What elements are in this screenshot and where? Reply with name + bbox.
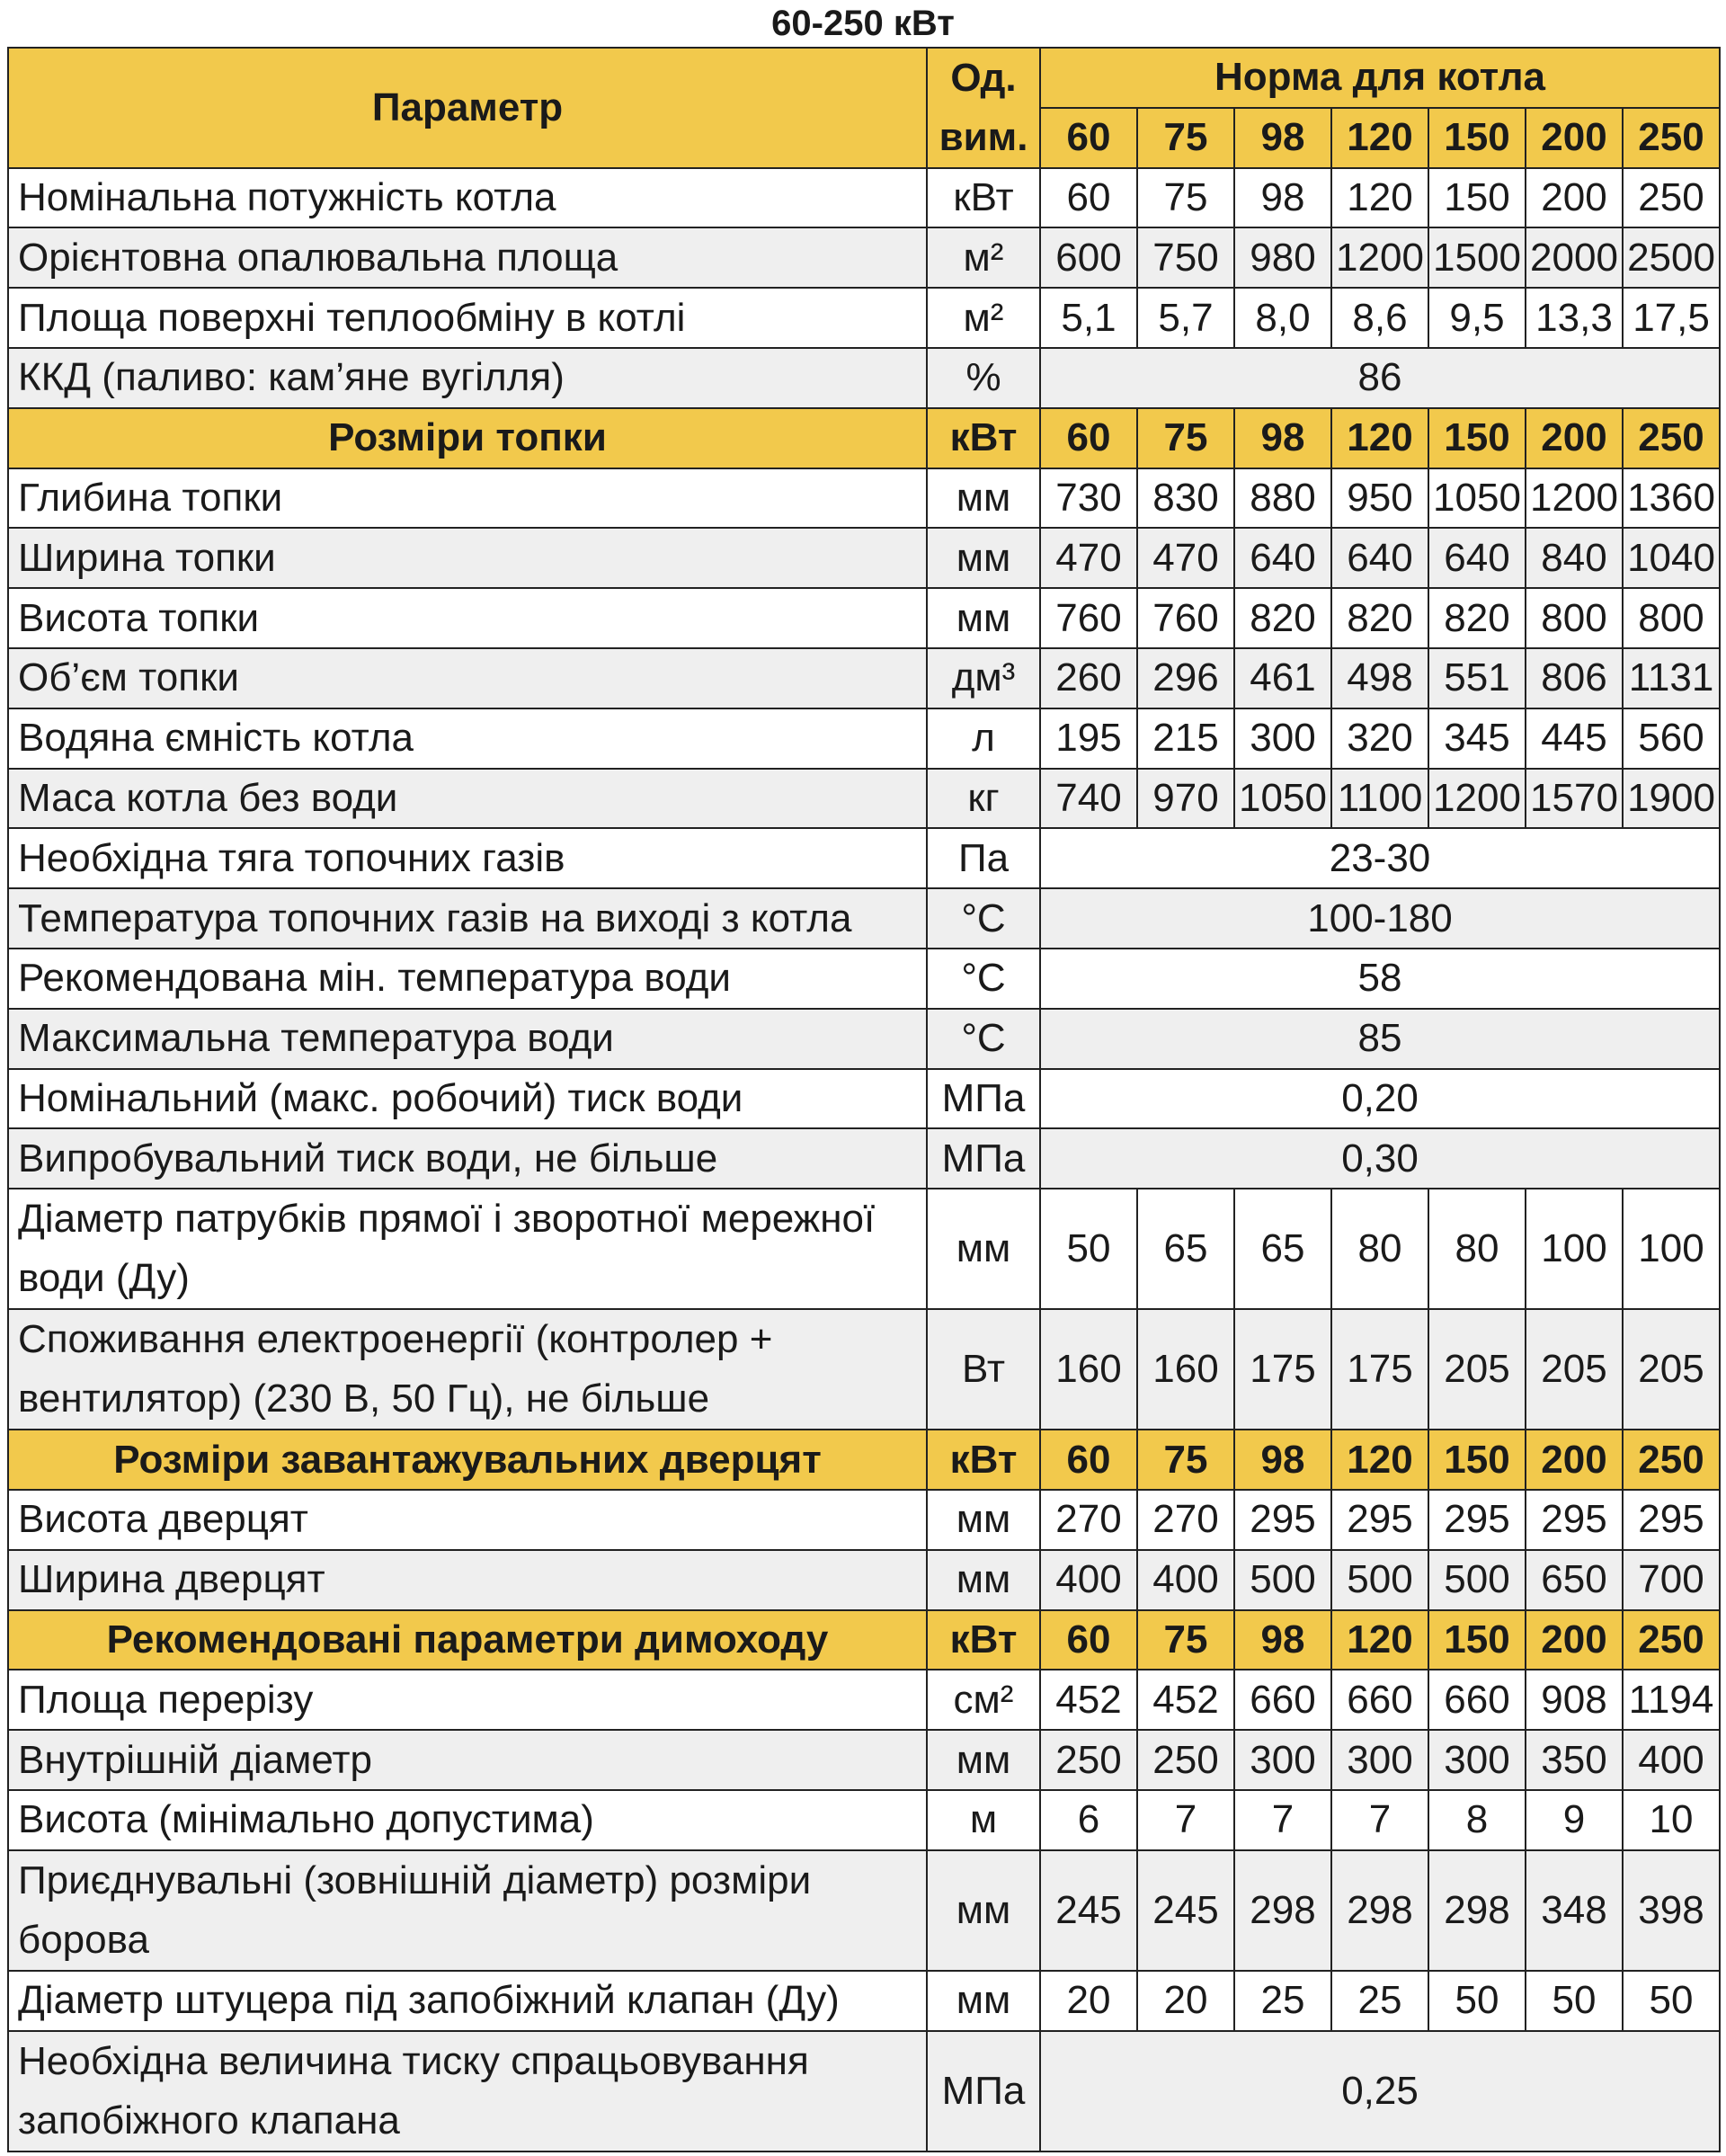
value-cell: 806	[1526, 648, 1623, 708]
value-cell: 60	[1040, 168, 1137, 228]
value-cell: 1050	[1428, 468, 1526, 529]
value-cell: 50	[1526, 1971, 1623, 2031]
value-cell: 2500	[1623, 227, 1720, 288]
value-cell: 750	[1137, 227, 1234, 288]
param-cell: Глибина топки	[8, 468, 927, 529]
value-cell: 75	[1137, 1610, 1234, 1670]
table-row	[8, 1189, 1720, 1309]
unit-cell: м²	[927, 227, 1040, 288]
value-cell: 200	[1526, 1610, 1623, 1670]
unit-cell: мм	[927, 1850, 1040, 1971]
table-row	[8, 588, 1720, 648]
table-row	[8, 1309, 1720, 1430]
unit-cell: °С	[927, 949, 1040, 1009]
value-cell: 300	[1331, 1730, 1428, 1790]
table-row	[8, 1490, 1720, 1550]
value-cell: 7	[1137, 1790, 1234, 1850]
table-row	[8, 828, 1720, 888]
value-cell: 50	[1428, 1971, 1526, 2031]
value-cell: 700	[1623, 1550, 1720, 1610]
value-cell: 200	[1526, 1430, 1623, 1490]
param-cell: Площа перерізу	[8, 1670, 927, 1730]
unit-cell: см²	[927, 1670, 1040, 1730]
value-cell: 9	[1526, 1790, 1623, 1850]
value-cell: 20	[1137, 1971, 1234, 2031]
param-cell: Внутрішній діаметр	[8, 1730, 927, 1790]
value-cell: 348	[1526, 1850, 1623, 1971]
unit-cell: кВт	[927, 408, 1040, 468]
value-cell: 98	[1234, 408, 1331, 468]
value-cell: 300	[1234, 708, 1331, 769]
value-cell: 295	[1428, 1490, 1526, 1550]
value-cell: 500	[1331, 1550, 1428, 1610]
value-cell: 660	[1331, 1670, 1428, 1730]
param-cell: Максимальна температура води	[8, 1009, 927, 1069]
value-cell: 120	[1331, 408, 1428, 468]
value-cell: 200	[1526, 408, 1623, 468]
param-cell: Діаметр патрубків прямої і зворотної мережної води (Ду)	[8, 1189, 927, 1309]
value-cell: 7	[1234, 1790, 1331, 1850]
value-cell: 250	[1623, 408, 1720, 468]
value-cell: 270	[1040, 1490, 1137, 1550]
header-col: 75	[1137, 108, 1234, 168]
header-param: Параметр	[8, 48, 927, 168]
value-cell: 820	[1331, 588, 1428, 648]
value-cell: 1131	[1623, 648, 1720, 708]
param-cell: Номінальна потужність котла	[8, 168, 927, 228]
value-cell-merged: 0,25	[1040, 2031, 1720, 2152]
value-cell: 820	[1428, 588, 1526, 648]
unit-cell: °С	[927, 888, 1040, 949]
table-row	[8, 1850, 1720, 1971]
param-cell: Ширина дверцят	[8, 1550, 927, 1610]
section-header-row	[8, 408, 1720, 468]
value-cell-merged: 85	[1040, 1009, 1720, 1069]
value-cell: 9,5	[1428, 288, 1526, 348]
param-cell: ККД (паливо: кам’яне вугілля)	[8, 348, 927, 408]
table-row	[8, 1790, 1720, 1850]
value-cell: 100	[1526, 1189, 1623, 1309]
value-cell-merged: 0,30	[1040, 1128, 1720, 1189]
unit-cell: кВт	[927, 168, 1040, 228]
table-row	[8, 1670, 1720, 1730]
param-cell: Приєднувальні (зовнішній діаметр) розміри борова	[8, 1850, 927, 1971]
value-cell: 250	[1623, 168, 1720, 228]
value-cell: 1194	[1623, 1670, 1720, 1730]
table-row	[8, 227, 1720, 288]
value-cell: 400	[1137, 1550, 1234, 1610]
table-row	[8, 949, 1720, 1009]
unit-cell: МПа	[927, 1128, 1040, 1189]
header-col: 200	[1526, 108, 1623, 168]
section-title: Розміри топки	[8, 408, 927, 468]
value-cell: 250	[1137, 1730, 1234, 1790]
value-cell: 60	[1040, 408, 1137, 468]
value-cell: 8,0	[1234, 288, 1331, 348]
value-cell: 120	[1331, 1430, 1428, 1490]
value-cell: 175	[1234, 1309, 1331, 1430]
unit-cell: °С	[927, 1009, 1040, 1069]
value-cell: 10	[1623, 1790, 1720, 1850]
value-cell: 60	[1040, 1610, 1137, 1670]
value-cell: 245	[1137, 1850, 1234, 1971]
value-cell: 160	[1040, 1309, 1137, 1430]
value-cell: 300	[1428, 1730, 1526, 1790]
value-cell: 1050	[1234, 769, 1331, 829]
value-cell: 1900	[1623, 769, 1720, 829]
value-cell: 1500	[1428, 227, 1526, 288]
value-cell: 296	[1137, 648, 1234, 708]
value-cell: 2000	[1526, 227, 1623, 288]
table-row	[8, 648, 1720, 708]
value-cell: 260	[1040, 648, 1137, 708]
table-row	[8, 708, 1720, 769]
value-cell: 560	[1623, 708, 1720, 769]
page-title: 60-250 кВт	[771, 4, 955, 43]
value-cell: 650	[1526, 1550, 1623, 1610]
value-cell: 205	[1428, 1309, 1526, 1430]
value-cell: 100	[1623, 1189, 1720, 1309]
value-cell: 298	[1428, 1850, 1526, 1971]
value-cell: 840	[1526, 528, 1623, 588]
value-cell: 120	[1331, 168, 1428, 228]
value-cell: 640	[1234, 528, 1331, 588]
param-cell: Маса котла без води	[8, 769, 927, 829]
table-row	[8, 769, 1720, 829]
section-header-row	[8, 1430, 1720, 1490]
value-cell: 195	[1040, 708, 1137, 769]
value-cell: 150	[1428, 168, 1526, 228]
table-row	[8, 1971, 1720, 2031]
value-cell: 80	[1331, 1189, 1428, 1309]
value-cell: 730	[1040, 468, 1137, 529]
unit-cell: мм	[927, 1189, 1040, 1309]
value-cell: 320	[1331, 708, 1428, 769]
value-cell: 1570	[1526, 769, 1623, 829]
value-cell: 80	[1428, 1189, 1526, 1309]
value-cell: 7	[1331, 1790, 1428, 1850]
value-cell-merged: 100-180	[1040, 888, 1720, 949]
param-cell: Випробувальний тиск води, не більше	[8, 1128, 927, 1189]
value-cell: 740	[1040, 769, 1137, 829]
unit-cell: мм	[927, 1490, 1040, 1550]
unit-cell: м	[927, 1790, 1040, 1850]
value-cell: 205	[1526, 1309, 1623, 1430]
value-cell: 20	[1040, 1971, 1137, 2031]
param-cell: Об’єм топки	[8, 648, 927, 708]
table-row	[8, 888, 1720, 949]
value-cell: 98	[1234, 1610, 1331, 1670]
value-cell: 298	[1331, 1850, 1428, 1971]
table-row	[8, 288, 1720, 348]
value-cell: 150	[1428, 1610, 1526, 1670]
section-title: Рекомендовані параметри димоходу	[8, 1610, 927, 1670]
value-cell: 270	[1137, 1490, 1234, 1550]
value-cell: 908	[1526, 1670, 1623, 1730]
value-cell: 980	[1234, 227, 1331, 288]
table-row	[8, 1550, 1720, 1610]
value-cell: 500	[1428, 1550, 1526, 1610]
param-cell: Висота топки	[8, 588, 927, 648]
table-row	[8, 528, 1720, 588]
header-col: 98	[1234, 108, 1331, 168]
table-row	[8, 1069, 1720, 1129]
value-cell: 345	[1428, 708, 1526, 769]
table-row	[8, 168, 1720, 228]
value-cell: 150	[1428, 408, 1526, 468]
value-cell: 800	[1526, 588, 1623, 648]
value-cell: 298	[1234, 1850, 1331, 1971]
table-row	[8, 2031, 1720, 2152]
value-cell: 250	[1623, 1610, 1720, 1670]
param-cell: Ширина топки	[8, 528, 927, 588]
table-row	[8, 348, 1720, 408]
header-col: 250	[1623, 108, 1720, 168]
unit-cell: мм	[927, 1550, 1040, 1610]
unit-cell: кВт	[927, 1610, 1040, 1670]
value-cell: 5,1	[1040, 288, 1137, 348]
value-cell: 60	[1040, 1430, 1137, 1490]
unit-cell: л	[927, 708, 1040, 769]
value-cell: 205	[1623, 1309, 1720, 1430]
value-cell: 452	[1137, 1670, 1234, 1730]
value-cell: 760	[1137, 588, 1234, 648]
param-cell: Висота дверцят	[8, 1490, 927, 1550]
value-cell: 880	[1234, 468, 1331, 529]
value-cell: 295	[1234, 1490, 1331, 1550]
unit-cell: %	[927, 348, 1040, 408]
value-cell: 950	[1331, 468, 1428, 529]
value-cell: 65	[1137, 1189, 1234, 1309]
param-cell: Висота (мінімально допустима)	[8, 1790, 927, 1850]
table-row	[8, 1730, 1720, 1790]
value-cell: 175	[1331, 1309, 1428, 1430]
param-cell: Температура топочних газів на виході з котла	[8, 888, 927, 949]
value-cell: 8	[1428, 1790, 1526, 1850]
section-header-row	[8, 1610, 1720, 1670]
value-cell: 1200	[1331, 227, 1428, 288]
value-cell: 1200	[1526, 468, 1623, 529]
value-cell: 75	[1137, 408, 1234, 468]
param-cell: Номінальний (макс. робочий) тиск води	[8, 1069, 927, 1129]
value-cell: 551	[1428, 648, 1526, 708]
value-cell: 65	[1234, 1189, 1331, 1309]
value-cell: 295	[1623, 1490, 1720, 1550]
unit-cell: мм	[927, 528, 1040, 588]
value-cell: 350	[1526, 1730, 1623, 1790]
unit-cell: Вт	[927, 1309, 1040, 1430]
value-cell: 50	[1623, 1971, 1720, 2031]
unit-cell: мм	[927, 468, 1040, 529]
value-cell: 215	[1137, 708, 1234, 769]
section-title: Розміри завантажувальних дверцят	[8, 1430, 927, 1490]
value-cell: 25	[1331, 1971, 1428, 2031]
param-cell: Необхідна величина тиску спрацьовування запобіжного клапана	[8, 2031, 927, 2152]
value-cell: 500	[1234, 1550, 1331, 1610]
value-cell: 120	[1331, 1610, 1428, 1670]
param-cell: Площа поверхні теплообміну в котлі	[8, 288, 927, 348]
value-cell: 660	[1234, 1670, 1331, 1730]
table-row	[8, 1009, 1720, 1069]
value-cell-merged: 0,20	[1040, 1069, 1720, 1129]
param-cell: Рекомендована мін. температура води	[8, 949, 927, 1009]
value-cell: 1200	[1428, 769, 1526, 829]
param-cell: Водяна ємність котла	[8, 708, 927, 769]
header-col: 60	[1040, 108, 1137, 168]
value-cell: 400	[1623, 1730, 1720, 1790]
value-cell: 1040	[1623, 528, 1720, 588]
value-cell: 75	[1137, 1430, 1234, 1490]
value-cell: 461	[1234, 648, 1331, 708]
table-row	[8, 1128, 1720, 1189]
unit-cell: м²	[927, 288, 1040, 348]
value-cell: 50	[1040, 1189, 1137, 1309]
value-cell: 800	[1623, 588, 1720, 648]
value-cell: 760	[1040, 588, 1137, 648]
value-cell: 250	[1623, 1430, 1720, 1490]
param-cell: Орієнтовна опалювальна площа	[8, 227, 927, 288]
param-cell: Необхідна тяга топочних газів	[8, 828, 927, 888]
value-cell: 6	[1040, 1790, 1137, 1850]
value-cell: 8,6	[1331, 288, 1428, 348]
value-cell: 1100	[1331, 769, 1428, 829]
header-norm: Норма для котла	[1040, 48, 1720, 108]
value-cell: 150	[1428, 1430, 1526, 1490]
value-cell: 75	[1137, 168, 1234, 228]
value-cell: 200	[1526, 168, 1623, 228]
value-cell: 470	[1137, 528, 1234, 588]
value-cell: 98	[1234, 168, 1331, 228]
header-col: 150	[1428, 108, 1526, 168]
value-cell-merged: 58	[1040, 949, 1720, 1009]
value-cell: 5,7	[1137, 288, 1234, 348]
value-cell: 640	[1331, 528, 1428, 588]
unit-cell: МПа	[927, 2031, 1040, 2152]
unit-cell: кВт	[927, 1430, 1040, 1490]
header-col: 120	[1331, 108, 1428, 168]
value-cell: 250	[1040, 1730, 1137, 1790]
unit-cell: мм	[927, 1971, 1040, 2031]
param-cell: Споживання електроенергії (контролер + вентилятор) (230 В, 50 Гц), не більше	[8, 1309, 927, 1430]
value-cell: 660	[1428, 1670, 1526, 1730]
value-cell: 445	[1526, 708, 1623, 769]
unit-cell: МПа	[927, 1069, 1040, 1129]
unit-cell: мм	[927, 588, 1040, 648]
value-cell: 13,3	[1526, 288, 1623, 348]
value-cell: 452	[1040, 1670, 1137, 1730]
value-cell: 300	[1234, 1730, 1331, 1790]
value-cell: 400	[1040, 1550, 1137, 1610]
value-cell: 830	[1137, 468, 1234, 529]
value-cell: 295	[1331, 1490, 1428, 1550]
value-cell-merged: 23-30	[1040, 828, 1720, 888]
value-cell: 970	[1137, 769, 1234, 829]
value-cell: 25	[1234, 1971, 1331, 2031]
param-cell: Діаметр штуцера під запобіжний клапан (Ду)	[8, 1971, 927, 2031]
value-cell-merged: 86	[1040, 348, 1720, 408]
value-cell: 17,5	[1623, 288, 1720, 348]
table-row	[8, 468, 1720, 529]
value-cell: 1360	[1623, 468, 1720, 529]
unit-cell: Па	[927, 828, 1040, 888]
unit-cell: дм³	[927, 648, 1040, 708]
header-unit-line1: Од.	[927, 48, 1040, 108]
value-cell: 295	[1526, 1490, 1623, 1550]
value-cell: 600	[1040, 227, 1137, 288]
header-unit-line2: вим.	[927, 108, 1040, 168]
specs-table	[7, 47, 1721, 2152]
unit-cell: кг	[927, 769, 1040, 829]
value-cell: 98	[1234, 1430, 1331, 1490]
value-cell: 160	[1137, 1309, 1234, 1430]
value-cell: 470	[1040, 528, 1137, 588]
value-cell: 820	[1234, 588, 1331, 648]
unit-cell: мм	[927, 1730, 1040, 1790]
value-cell: 245	[1040, 1850, 1137, 1971]
value-cell: 498	[1331, 648, 1428, 708]
value-cell: 398	[1623, 1850, 1720, 1971]
value-cell: 640	[1428, 528, 1526, 588]
